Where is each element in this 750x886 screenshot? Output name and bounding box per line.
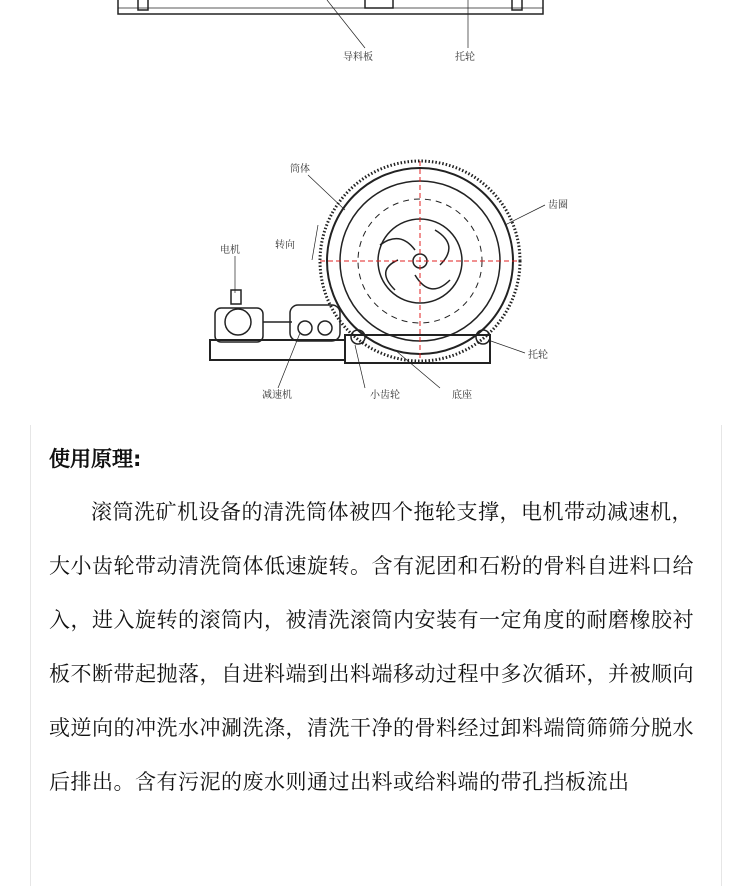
rotation-label: 转向 [275, 240, 295, 251]
reducer-drawing [290, 305, 340, 341]
side-view-drawing [0, 150, 750, 425]
guide-plate-label: 导料板 [343, 52, 373, 63]
motor-drawing [215, 290, 292, 342]
gear-ring-label: 齿圈 [548, 200, 568, 211]
motor-label: 电机 [220, 245, 240, 256]
principle-section [30, 425, 722, 886]
base-label: 底座 [452, 390, 472, 401]
principle-body: 滚筒洗矿机设备的清洗筒体被四个拖轮支撑，电机带动减速机，大小齿轮带动清洗筒体低速旋转。含有泥团和石粉的骨料自进料口给入，进入旋转的滚筒内，被清洗滚筒内安装有一定角度的耐磨橡胶衬板不断带起抛落，自进料端到出料端移动过程中多次循环，并被顺向或逆向的冲洗水冲涮洗涤，清洗干净的骨料经过卸料端筒筛筛分脱水后排出。含有污泥的废水则通过出料或给料端的带孔挡板流出 [49, 500, 694, 794]
top-support-wheel-label: 托轮 [455, 52, 475, 63]
motor-base [210, 340, 345, 360]
reducer-label: 减速机 [262, 390, 292, 401]
side-support-wheel-label: 托轮 [528, 350, 548, 361]
small-gear-label: 小齿轮 [370, 390, 400, 401]
drum-label: 筒体 [290, 164, 310, 175]
top-view-drawing [0, 0, 750, 150]
main-base [345, 335, 490, 363]
principle-title: 使用原理: [49, 447, 142, 471]
